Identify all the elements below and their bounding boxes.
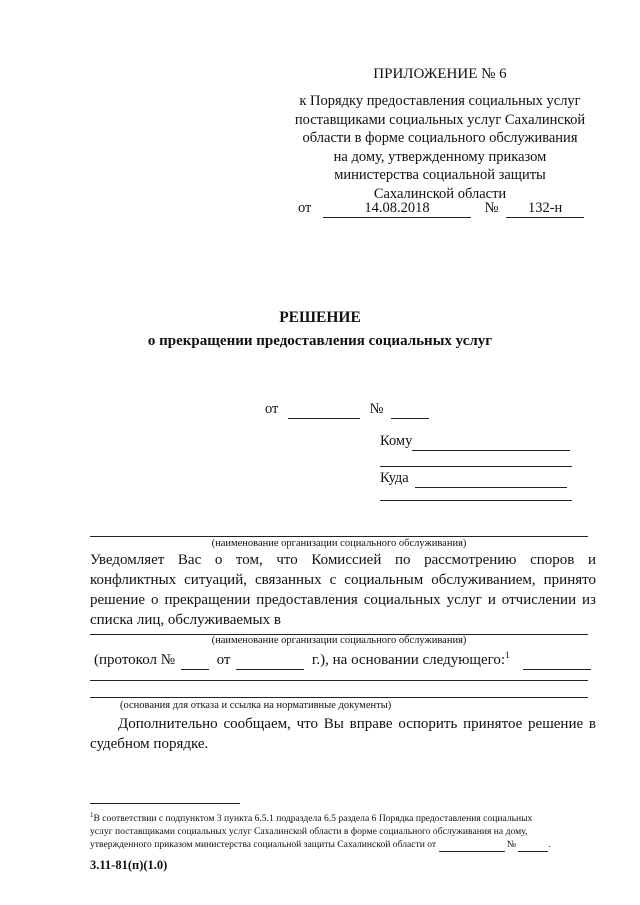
decision-from-label: от bbox=[265, 401, 279, 417]
footnote-line: $^1$В соответствии с подпунктом 3 пункта 6.5.1 подраздела 6.5 раздела 6 Порядка предоставления социальных bbox=[90, 811, 533, 825]
footnote-date-field[interactable] bbox=[439, 838, 505, 852]
decision-number-field[interactable] bbox=[391, 401, 429, 419]
footnote-mark: 1 bbox=[90, 811, 94, 819]
number-label: № bbox=[484, 200, 499, 216]
organization-caption-1: (наименование организации социального обслуживания) bbox=[211, 538, 467, 549]
address-field-line[interactable] bbox=[380, 500, 572, 501]
appendix-line: области в форме социального обслуживания bbox=[302, 130, 578, 147]
appendix-line: Сахалинской области bbox=[373, 185, 507, 202]
appendix-number: 132-н bbox=[506, 200, 584, 218]
recipient-row bbox=[380, 433, 570, 451]
appendix-date: 14.08.2018 bbox=[323, 200, 471, 218]
appendix-date-row bbox=[298, 200, 584, 218]
grounds-field-line-1[interactable] bbox=[90, 680, 588, 681]
footnote-line: услуг поставщиками социальных услуг Сахалинской области в форме социального обслуживания на дому, bbox=[90, 826, 528, 838]
footnote-number-field[interactable] bbox=[518, 838, 548, 852]
protocol-date-field[interactable] bbox=[236, 652, 304, 670]
form-code: 3.11-81(п)(1.0) bbox=[90, 858, 168, 872]
appendix-line: на дому, утвержденному приказом bbox=[333, 148, 547, 165]
appendix-title: ПРИЛОЖЕНИЕ № 6 bbox=[373, 66, 507, 82]
footnote-line: утвержденного приказом министерства социальной защиты Сахалинской области от № . bbox=[90, 839, 551, 851]
recipient-field[interactable] bbox=[412, 433, 570, 451]
address-row bbox=[380, 470, 567, 488]
organization-caption-2: (наименование организации социального обслуживания) bbox=[211, 635, 467, 646]
protocol-basis-label: г.), на основании следующего: bbox=[311, 652, 506, 668]
decision-date-row bbox=[265, 401, 429, 419]
recipient-label: Кому bbox=[380, 433, 413, 449]
address-field[interactable] bbox=[415, 470, 567, 488]
paragraph-line: Уведомляет Вас о том, что Комиссией по рассмотрению споров и bbox=[90, 552, 596, 568]
appendix-reference bbox=[270, 92, 610, 204]
appeal-paragraph bbox=[90, 714, 596, 754]
appendix-line: поставщиками социальных услуг Сахалинской bbox=[294, 111, 586, 128]
decision-number-label: № bbox=[369, 401, 384, 417]
grounds-field-start[interactable] bbox=[523, 652, 591, 670]
notification-paragraph bbox=[90, 550, 596, 630]
address-label: Куда bbox=[380, 470, 409, 486]
footnote-separator bbox=[90, 803, 240, 804]
grounds-field-line-2[interactable] bbox=[90, 697, 588, 698]
paragraph-line: судебном порядке. bbox=[90, 736, 209, 752]
from-label: от bbox=[298, 200, 312, 216]
footnote bbox=[90, 809, 600, 852]
grounds-caption: (основания для отказа и ссылка на нормативные документы) bbox=[120, 700, 392, 711]
document-title: РЕШЕНИЕ bbox=[279, 309, 361, 326]
paragraph-line: конфликтных ситуаций, связанных с социальным обслуживанием, принято bbox=[90, 572, 596, 588]
decision-date-field[interactable] bbox=[288, 401, 360, 419]
paragraph-line: Дополнительно сообщаем, что Вы вправе оспорить принятое решение в bbox=[118, 716, 596, 732]
protocol-label: (протокол № bbox=[94, 652, 176, 668]
protocol-from-label: от bbox=[216, 652, 231, 668]
document-subtitle: о прекращении предоставления социальных услуг bbox=[147, 333, 493, 349]
protocol-number-field[interactable] bbox=[181, 652, 209, 670]
recipient-field-line[interactable] bbox=[380, 466, 572, 467]
protocol-row bbox=[94, 650, 591, 670]
paragraph-line: списка лиц, обслуживаемых в bbox=[90, 612, 281, 628]
paragraph-line: решение о прекращении предоставления социальных услуг и отчислении из bbox=[90, 592, 596, 608]
appendix-line: министерства социальной защиты bbox=[334, 167, 546, 184]
footnote-reference: 1 bbox=[505, 650, 510, 660]
appendix-line: к Порядку предоставления социальных услуг bbox=[299, 93, 581, 109]
organization-field-1[interactable] bbox=[90, 536, 588, 537]
